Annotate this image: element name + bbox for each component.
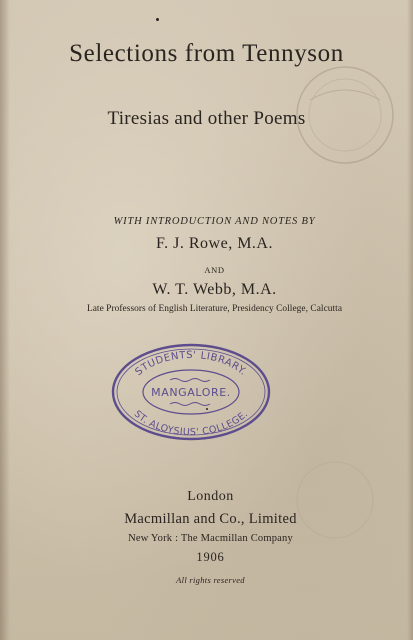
- editors-conjunction: AND: [204, 265, 225, 275]
- book-subtitle: Tiresias and other Poems: [107, 108, 306, 129]
- stamp-top-text: STUDENTS' LIBRARY.: [133, 349, 249, 379]
- editors-intro: WITH INTRODUCTION AND NOTES BY: [113, 216, 316, 227]
- book-title: Selections from Tennyson: [69, 40, 344, 67]
- ink-speck: [156, 18, 159, 21]
- stamp-bottom-text: ST. ALOYSIUS' COLLEGE.: [131, 408, 251, 439]
- library-stamp: [110, 342, 272, 442]
- imprint-new-york: New York : The Macmillan Company: [128, 533, 293, 544]
- svg-text:ST. ALOYSIUS' COLLEGE.: [132, 409, 251, 438]
- imprint-city: London: [187, 489, 234, 504]
- stamp-center-text: MANGALORE.: [151, 386, 231, 399]
- page-edge-shadow: [0, 0, 10, 640]
- imprint-rights: All rights reserved: [176, 575, 245, 585]
- editor-first: F. J. Rowe, M.A.: [156, 235, 273, 252]
- imprint-publisher: Macmillan and Co., Limited: [124, 511, 297, 527]
- page-edge-shadow-right: [407, 0, 413, 640]
- editors-affiliation: Late Professors of English Literature, Presidency College, Calcutta: [86, 304, 343, 314]
- editor-second: W. T. Webb, M.A.: [152, 281, 277, 298]
- imprint-year: 1906: [196, 550, 225, 564]
- svg-text:STUDENTS' LIBRARY.: [133, 350, 248, 378]
